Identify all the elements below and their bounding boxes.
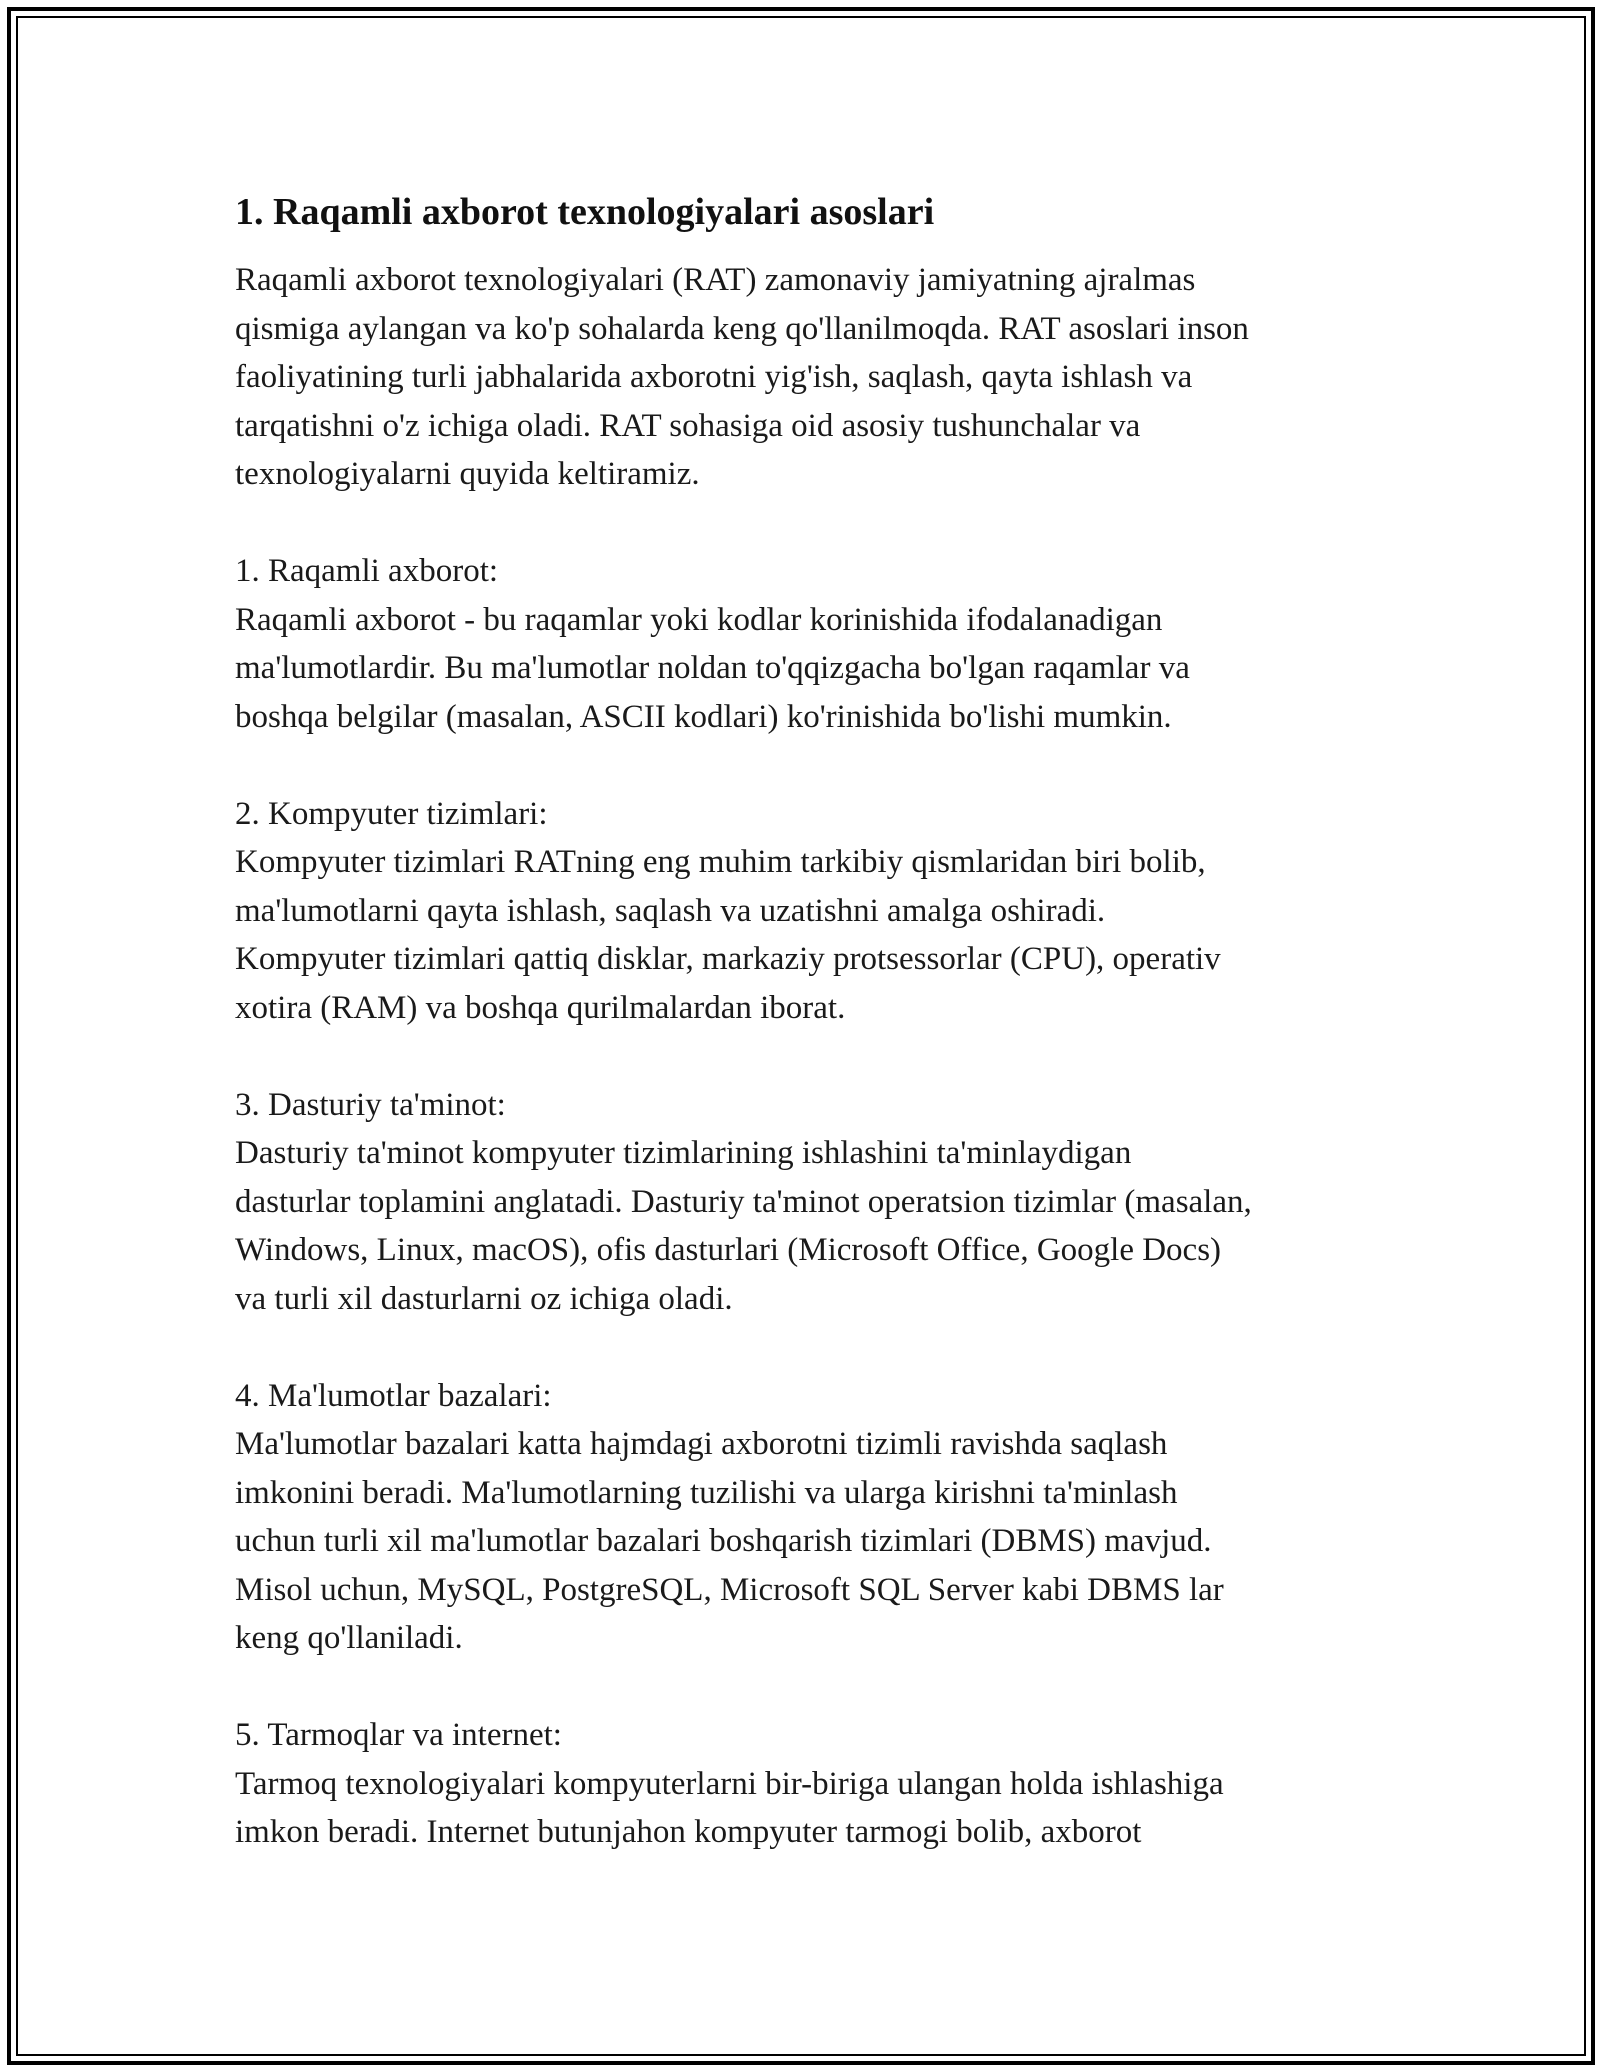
section-body: Raqamli axborot - bu raqamlar yoki kodlar korinishida ifodalanadigan ma'lumotlardir. Bu ma'lumotlar noldan to'qqizgacha bo'lgan raqamlar va boshqa belgilar (masalan, ASCII kodlari) ko'rinishida bo'lishi mumkin. [235, 601, 1190, 735]
section-kompyuter-tizimlari [235, 790, 1395, 1033]
section-heading: 5. Tarmoqlar va internet: [235, 1717, 562, 1753]
section-malumotlar-bazalari [235, 1372, 1395, 1663]
section-heading: 3. Dasturiy ta'minot: [235, 1086, 506, 1123]
section-body: Tarmoq texnologiyalari kompyuterlarni bir-biriga ulangan holda ishlashiga imkon beradi. Internet butunjahon kompyuter tarmogi bolib, axborot [235, 1765, 1224, 1850]
section-tarmoqlar-va-internet [235, 1711, 1395, 1857]
paragraph-gap [235, 1323, 1395, 1372]
intro-paragraph: Raqamli axborot texnologiyalari (RAT) zamonaviy jamiyatning ajralmas qismiga aylangan va ko'p sohalarda keng qo'llanilmoqda. RAT asoslari inson faoliyatining turli jabhalarida axborotni yig'ish, saqlash, qayta ishlash va tarqatishni o'z ichiga oladi. RAT sohasiga oid asosiy tushunchalar va texnologiyalarni quyida keltiramiz. [235, 262, 1249, 492]
paragraph-gap [235, 1032, 1395, 1081]
paragraph-gap [235, 1663, 1395, 1712]
section-heading: 1. Raqamli axborot: [235, 553, 499, 589]
section-dasturiy-taminot [235, 1081, 1395, 1324]
paragraph-gap [235, 499, 1395, 548]
document-title: 1. Raqamli axborot texnologiyalari asoslari [235, 191, 935, 233]
section-raqamli-axborot [235, 547, 1395, 741]
section-heading: 4. Ma'lumotlar bazalari: [235, 1377, 552, 1414]
section-body: Dasturiy ta'minot kompyuter tizimlarining ishlashini ta'minlaydigan dasturlar toplamini anglatadi. Dasturiy ta'minot operatsion tizimlar (masalan, Windows, Linux, macOS), ofis dasturlari (Microsoft Office, Google Docs) va turli xil dasturlarni oz ichiga oladi. [235, 1135, 1252, 1317]
section-body: Ma'lumotlar bazalari katta hajmdagi axborotni tizimli ravishda saqlash imkonini beradi. Ma'lumotlarning tuzilishi va ularga kirishni ta'minlash uchun turli xil ma'lumotlar bazalari boshqarish tizimlari (DBMS) mavjud. Misol uchun, MySQL, PostgreSQL, Microsoft SQL Server kabi DBMS lar keng qo'llaniladi. [235, 1426, 1224, 1656]
section-heading: 2. Kompyuter tizimlari: [235, 795, 548, 832]
paragraph-gap [235, 741, 1395, 790]
section-body: Kompyuter tizimlari RATning eng muhim tarkibiy qismlaridan biri bolib, ma'lumotlarni qayta ishlash, saqlash va uzatishni amalga oshiradi. Kompyuter tizimlari qattiq disklar, markaziy protsessorlar (CPU), operativ xotira (RAM) va boshqa qurilmalardan iborat. [235, 844, 1221, 1026]
document-body [235, 186, 1395, 1857]
